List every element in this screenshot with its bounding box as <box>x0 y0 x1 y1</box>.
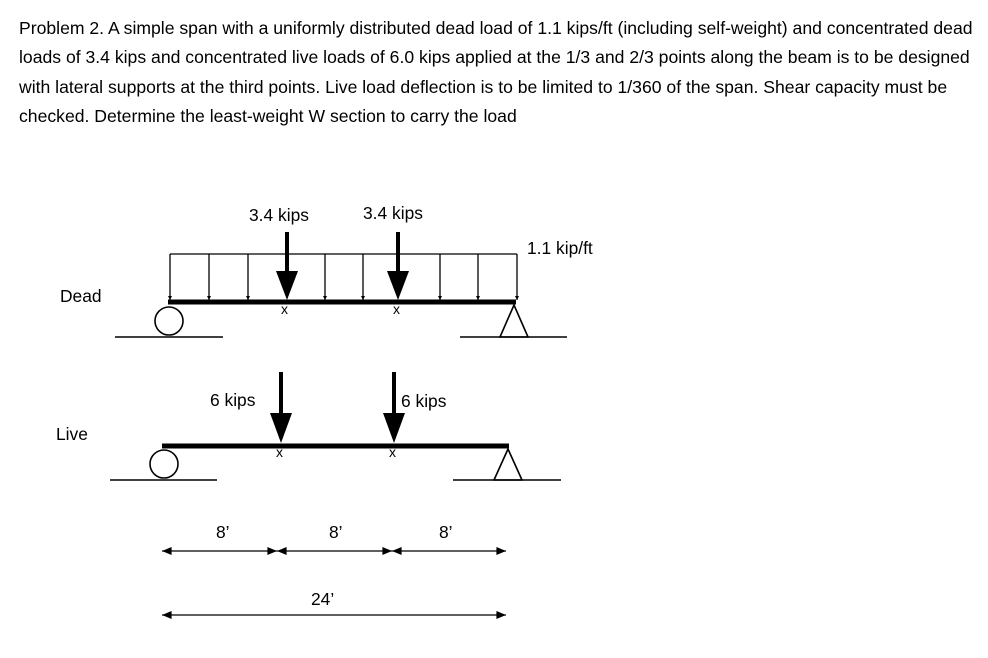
live-roller-support <box>150 450 178 478</box>
dead-roller-support <box>155 307 183 335</box>
dimension-label-segment-3: 8’ <box>439 522 453 542</box>
live-point-load-label-2: 6 kips <box>401 391 447 411</box>
distributed-load-arrows <box>170 254 517 300</box>
dead-point-load-label-2: 3.4 kips <box>363 203 423 223</box>
live-point-mark-2: x <box>389 444 396 460</box>
live-row-label: Live <box>56 424 88 444</box>
dead-pin-support <box>500 305 528 337</box>
live-point-mark-1: x <box>276 444 283 460</box>
dead-point-load-arrow-2 <box>387 232 409 300</box>
dead-row-label: Dead <box>60 286 102 306</box>
dead-point-mark-2: x <box>393 301 400 317</box>
live-point-load-arrow-1 <box>270 372 292 443</box>
live-pin-support <box>494 449 522 480</box>
dead-point-mark-1: x <box>281 301 288 317</box>
live-point-load-label-1: 6 kips <box>210 390 256 410</box>
live-load-diagram <box>110 372 561 480</box>
problem-statement: Problem 2. A simple span with a uniformly distributed dead load of 1.1 kips/ft (including self-weight) and concentrated dead loads of 3.4 kips and concentrated live loads of 6.0 kips applied at the 1/3 and 2/3 points along the beam is to be designed with lateral supports at the third points. Live load deflection is to be limited to 1/360 of the span. Shear capacity must be checked. Determine the least-weight W section to carry the load <box>19 18 973 127</box>
dimension-label-segment-1: 8’ <box>216 522 230 542</box>
dead-point-load-label-1: 3.4 kips <box>249 205 309 225</box>
dimension-label-segment-2: 8’ <box>329 522 343 542</box>
dimension-label-total: 24’ <box>311 589 335 609</box>
dead-point-load-arrow-1 <box>276 232 298 300</box>
distributed-load-label: 1.1 kip/ft <box>527 238 593 258</box>
dead-load-diagram <box>115 232 567 337</box>
